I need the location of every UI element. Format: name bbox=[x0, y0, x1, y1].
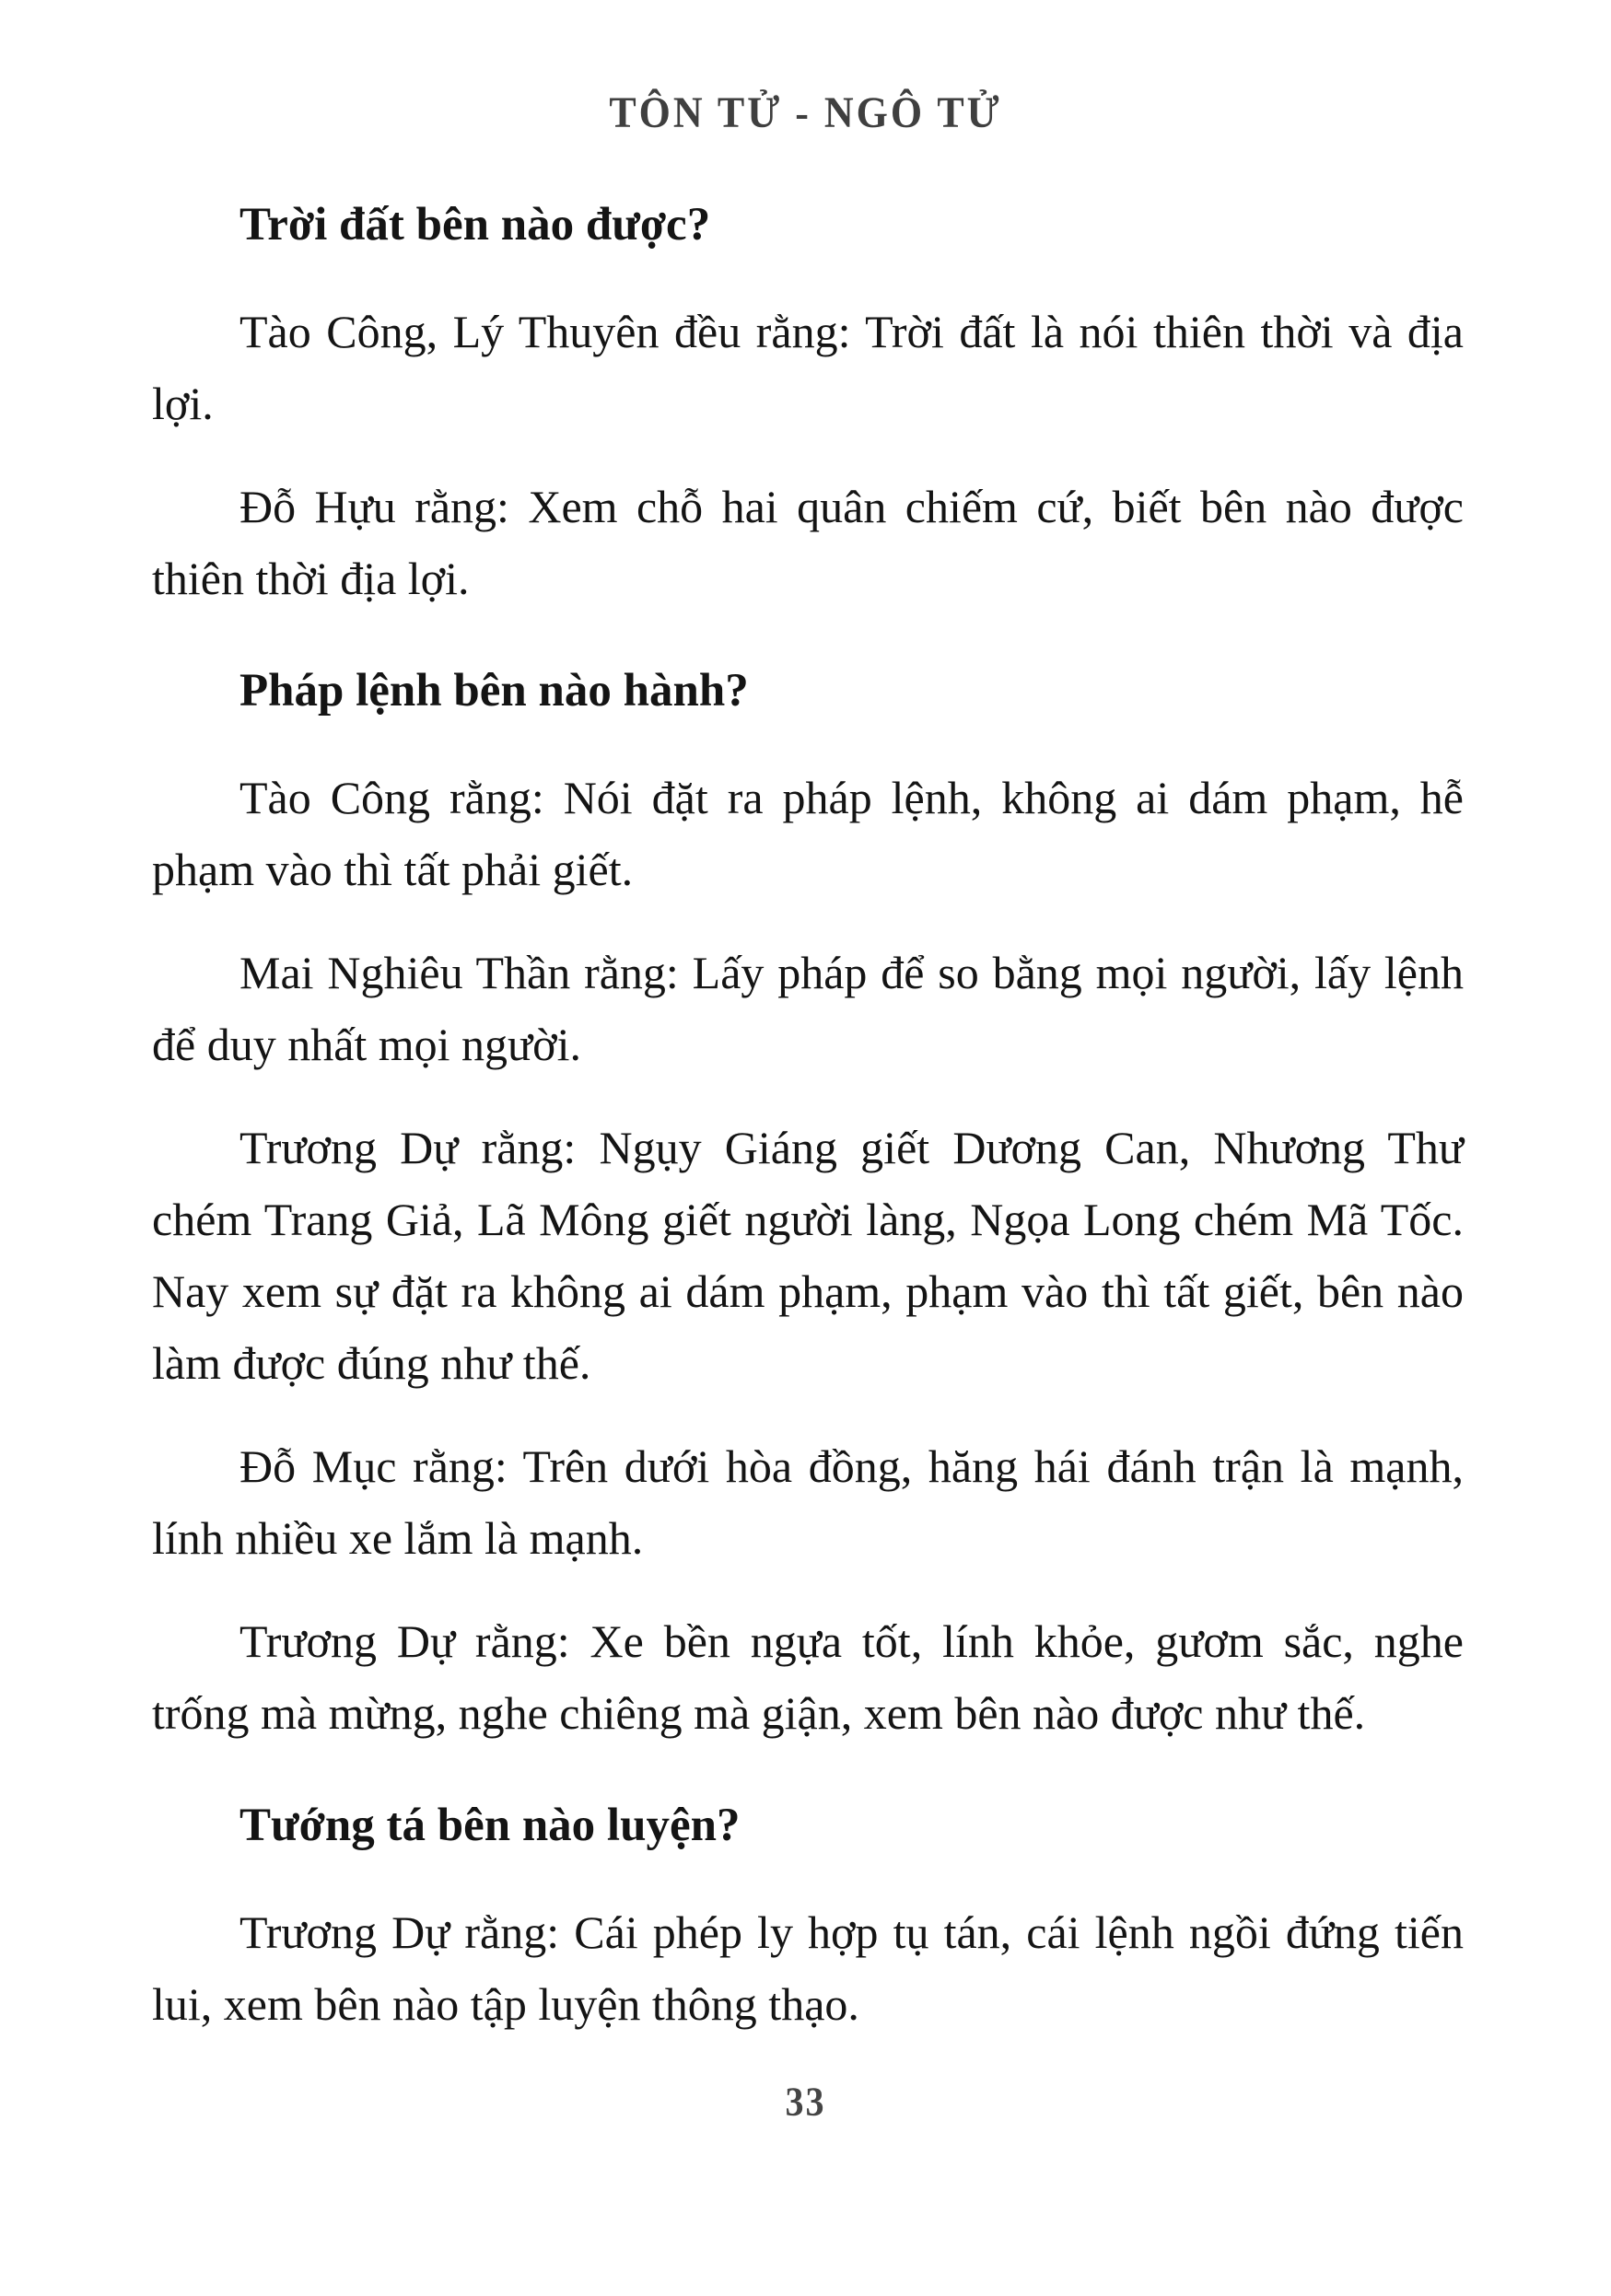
paragraph: Đỗ Hựu rằng: Xem chỗ hai quân chiếm cứ, biết bên nào được thiên thời địa lợi. bbox=[152, 481, 1464, 604]
section-heading: Trời đất bên nào được? bbox=[239, 199, 711, 251]
paragraph: Trương Dự rằng: Cái phép ly hợp tụ tán, cái lệnh ngồi đứng tiến lui, xem bên nào tập luyện thông thạo. bbox=[152, 1906, 1464, 2030]
paragraph: Trương Dự rằng: Xe bền ngựa tốt, lính khỏe, gươm sắc, nghe trống mà mừng, nghe chiêng mà giận, xem bên nào được như thế. bbox=[152, 1615, 1464, 1739]
section-heading: Pháp lệnh bên nào hành? bbox=[239, 665, 749, 717]
paragraph: Tào Công, Lý Thuyên đều rằng: Trời đất là nói thiên thời và địa lợi. bbox=[152, 306, 1464, 429]
page-number: 33 bbox=[785, 2078, 826, 2125]
section-heading: Tướng tá bên nào luyện? bbox=[239, 1800, 741, 1851]
running-header: TÔN TỬ - NGÔ TỬ bbox=[609, 88, 1002, 138]
paragraph: Mai Nghiêu Thần rằng: Lấy pháp để so bằng mọi người, lấy lệnh để duy nhất mọi người. bbox=[152, 947, 1464, 1070]
paragraph: Đỗ Mục rằng: Trên dưới hòa đồng, hăng hái đánh trận là mạnh, lính nhiều xe lắm là mạnh. bbox=[152, 1440, 1464, 1564]
page-content bbox=[152, 189, 1464, 2040]
paragraph: Tào Công rằng: Nói đặt ra pháp lệnh, không ai dám phạm, hễ phạm vào thì tất phải giết. bbox=[152, 772, 1464, 895]
paragraph: Trương Dự rằng: Ngụy Giáng giết Dương Can, Nhương Thư chém Trang Giả, Lã Mông giết người làng, Ngọa Long chém Mã Tốc. Nay xem sự đặt ra không ai dám phạm, phạm vào thì tất giết, bên nào làm được đúng như thế. bbox=[152, 1122, 1464, 1389]
